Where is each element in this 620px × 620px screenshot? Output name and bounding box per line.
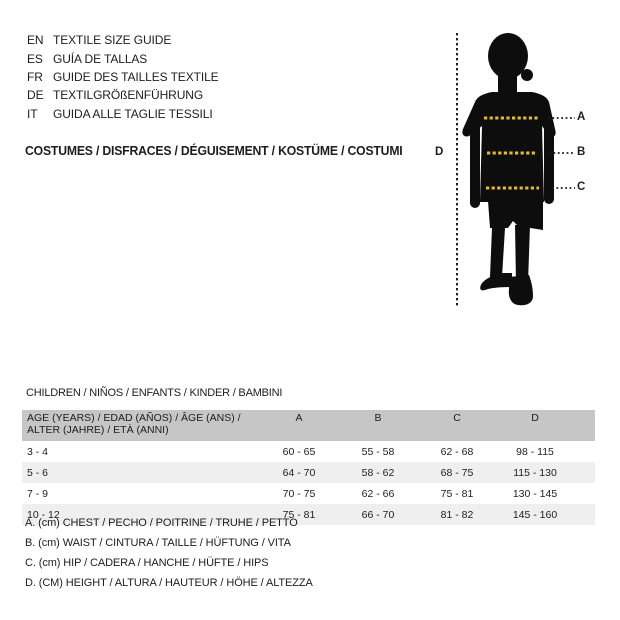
legend-waist: B. (cm) WAIST / CINTURA / TAILLE / HÜFTUNG / VITA — [25, 537, 291, 549]
chest-cell: 60 - 65 — [282, 445, 316, 458]
legend-chest: A. (cm) CHEST / PECHO / POITRINE / TRUHE / PETTO — [25, 517, 298, 529]
silhouette-right-leg — [515, 225, 530, 283]
table-row — [22, 441, 595, 462]
language-title: GUIDE DES TAILLES TEXTILE — [53, 69, 219, 84]
language-code: IT — [27, 106, 38, 121]
category-title: COSTUMES / DISFRACES / DÉGUISEMENT / KOSTÜME / COSTUMI — [25, 143, 403, 158]
silhouette-left-arm — [470, 120, 480, 208]
label-hip-c: C — [577, 181, 586, 193]
legend-height: D. (CM) HEIGHT / ALTURA / HAUTEUR / HÖHE / ALTEZZA — [25, 577, 313, 589]
measurement-legend — [25, 513, 313, 593]
children-section-title: CHILDREN / NIÑOS / ENFANTS / KINDER / BAMBINI — [26, 387, 283, 399]
age-cell: 5 - 6 — [27, 466, 49, 479]
age-header-cell — [22, 413, 260, 438]
language-title: GUIDA ALLE TAGLIE TESSILI — [53, 106, 213, 121]
language-code: ES — [27, 51, 43, 66]
height-cell: 98 - 115 — [516, 445, 554, 458]
column-header-d: D — [531, 412, 539, 424]
language-row — [27, 105, 219, 123]
children-size-table — [22, 410, 595, 525]
table-row — [22, 483, 595, 504]
silhouette-right-arm — [544, 120, 554, 204]
language-row — [27, 31, 219, 49]
height-cell: 145 - 160 — [512, 508, 558, 521]
chest-cell: 75 - 81 — [282, 508, 316, 521]
label-height-d: D — [435, 146, 444, 158]
legend-hip: C. (cm) HIP / CADERA / HANCHE / HÜFTE / HIPS — [25, 557, 269, 569]
language-title: TEXTILGRÖßENFÜHRUNG — [53, 88, 204, 103]
hip-cell: 81 - 82 — [440, 508, 474, 521]
chest-cell: 70 - 75 — [282, 487, 316, 500]
label-chest-a: A — [577, 111, 586, 123]
silhouette-right-shoe — [509, 275, 533, 305]
language-code: FR — [27, 69, 43, 84]
age-cell: 3 - 4 — [27, 445, 49, 458]
table-row — [22, 462, 595, 483]
label-waist-b: B — [577, 146, 586, 158]
language-title: GUÍA DE TALLAS — [53, 51, 148, 66]
height-cell: 130 - 145 — [512, 487, 558, 500]
table-header-row — [22, 410, 595, 441]
silhouette-left-shoe — [480, 273, 512, 290]
hip-cell: 62 - 68 — [440, 445, 474, 458]
hip-cell: 75 - 81 — [440, 487, 474, 500]
language-guide-list — [27, 31, 219, 123]
language-row — [27, 86, 219, 104]
child-measurement-figure — [430, 25, 600, 315]
age-cell: 10 - 12 — [27, 508, 60, 521]
language-title: TEXTILE SIZE GUIDE — [53, 33, 172, 48]
hip-cell: 68 - 75 — [440, 466, 474, 479]
silhouette-ear — [521, 69, 533, 81]
height-cell: 115 - 130 — [513, 466, 557, 479]
waist-cell: 62 - 66 — [361, 487, 395, 500]
chest-cell: 64 - 70 — [282, 466, 316, 479]
age-header-line1: AGE (YEARS) / EDAD (AÑOS) / ÂGE (ANS) / — [27, 412, 241, 424]
language-code: EN — [27, 33, 44, 48]
child-silhouette — [462, 33, 555, 305]
column-header-c: C — [453, 412, 461, 424]
language-row — [27, 68, 219, 86]
silhouette-left-leg — [490, 228, 505, 277]
age-cell: 7 - 9 — [27, 487, 49, 500]
language-code: DE — [27, 88, 44, 103]
waist-cell: 58 - 62 — [361, 466, 395, 479]
waist-cell: 66 - 70 — [361, 508, 395, 521]
child-figure-svg — [430, 25, 600, 315]
column-header-a: A — [295, 412, 303, 424]
column-header-b: B — [374, 412, 382, 424]
waist-cell: 55 - 58 — [361, 445, 395, 458]
language-row — [27, 49, 219, 67]
age-header-line2: ALTER (JAHRE) / ETÀ (ANNI) — [27, 423, 169, 436]
